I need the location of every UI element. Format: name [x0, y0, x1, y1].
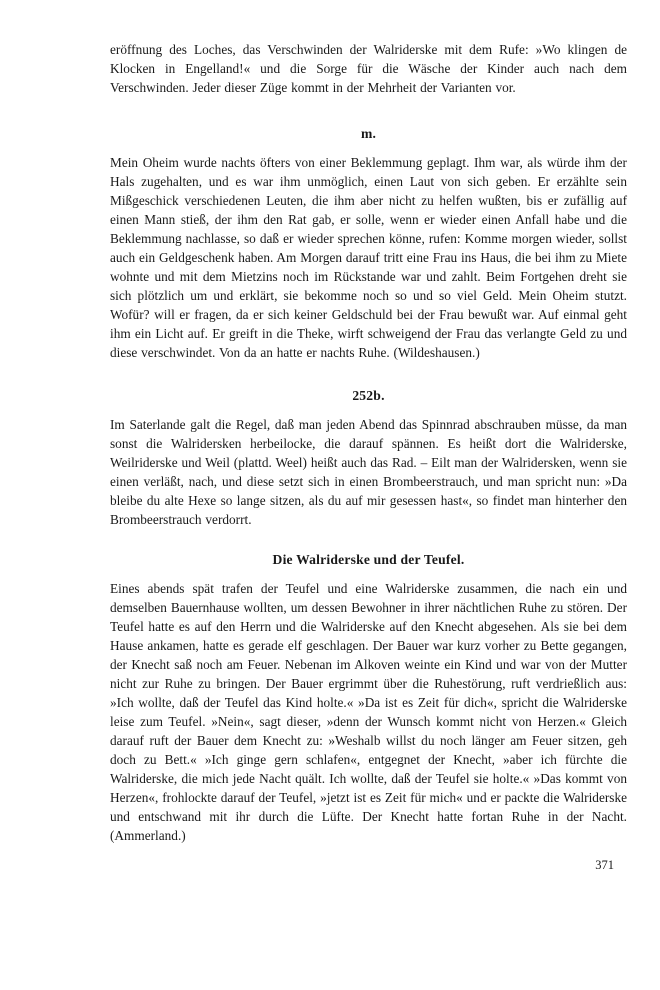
section-heading-m: m.	[360, 126, 377, 141]
section-252b	[110, 386, 627, 529]
intro-paragraph: eröffnung des Loches, das Verschwinden der Walriderske mit dem Rufe: »Wo klingen de Klocken in Engelland!« und die Sorge für die Wäsche der Kinder auch nach dem Verschwinden. Jeder dieser Züge kommt in der Mehrheit der Varianten vor.	[110, 42, 627, 95]
page-number: 371	[595, 858, 614, 872]
story-paragraph: Eines abends spät trafen der Teufel und eine Walriderske zusammen, die nach ein und demselben Bauernhause wollten, um dessen Bewohner in ihrer nächtlichen Ruhe zu stören. Der Teufel hatte es auf den Herrn und die Walriderske auf den Knecht abgesehen. Als sie bei dem Hause ankamen, hatte es gerade elf geschlagen. Der Bauer war kurz vorher zu Bette gegangen, der Knecht saß noch am Feuer. Nebenan im Alkoven weinte ein Kind und war von der Mutter nicht zur Ruhe zu bringen. Der Bauer ergrimmt über die Ruhestörung, ruft verdrießlich aus: »Ich wollte, daß der Teufel das Kind holte.« »Da ist es Zeit für dich«, spricht die Walriderske leise zum Teufel. »Nein«, sagt dieser, »denn der Wunsch kommt nicht von Herzen.« Gleich darauf ruft der Bauer dem Knecht zu: »Weshalb willst du noch länger am Feuer sitzen, geh doch zu Bett.« »Ich ginge gern schlafen«, entgegnet der Knecht, »aber ich fürchte die Walriderske, die mich jede Nacht quält. Ich wollte, daß der Teufel sie holte.« »Das kommt von Herzen«, frohlockte darauf der Teufel, »jetzt ist es Zeit für mich« und er packte die Walriderske und entschwand mit ihr durch die Lüfte. Der Knecht hatte fortan Ruhe in der Nacht. (Ammerland.)	[110, 581, 627, 843]
section-walriderske-teufel	[110, 550, 627, 845]
section-m	[110, 124, 627, 362]
section-252b-paragraph: Im Saterlande galt die Regel, daß man jeden Abend das Spinnrad abschrauben müsse, da man sonst die Walridersken herbeilocke, die darauf spännen. Es heißt dort die Walriderske, Weilriderske und Weil (plattd. Weel) heißt auch das Rad. – Eilt man der Walridersken, wenn sie einen verläßt, nach, und diese setzt sich in einen Brombeerstrauch, und man spricht nun: »Da bleibe du alte Hexe so lange sitzen, als du auf mir gesessen hast«, so findet man hinterher den Brombeerstrauch verdorrt.	[110, 417, 627, 527]
section-m-paragraph: Mein Oheim wurde nachts öfters von einer Beklemmung geplagt. Ihm war, als würde ihm der Hals zugehalten, und es war ihm unmöglich, einen Laut von sich geben. Er erzählte sein Mißgeschick verschiedenen Leuten, die ihm aber nicht zu helfen wußten, bis er zufällig auf einen Mann stieß, der ihm den Rat gab, er solle, wenn er wieder einen Anfall habe und die Beklemmung nachlasse, so daß er wieder sprechen könne, rufen: Komme morgen wieder, sollst auch ein Geldgeschenk haben. Am Morgen darauf tritt eine Frau ins Haus, die bei ihm zu Miete wohnte und mit dem Mietzins noch im Rückstande war und zahlt. Beim Fortgehen dreht sie sich plötzlich um und erklärt, sie bekomme noch so und so viel Geld. Mein Oheim stutzt. Wofür? will er fragen, da er sich keiner Geldschuld bei der Frau bewußt war. Auf einmal geht ihm ein Licht auf. Er greift in die Theke, wirft schweigend der Frau das verlangte Geld zu und diese verschwindet. Von da an hatte er nachts Ruhe. (Wildeshausen.)	[110, 155, 627, 360]
story-title: Die Walriderske und der Teufel.	[272, 552, 465, 567]
section-heading-252b: 252b.	[352, 388, 385, 403]
